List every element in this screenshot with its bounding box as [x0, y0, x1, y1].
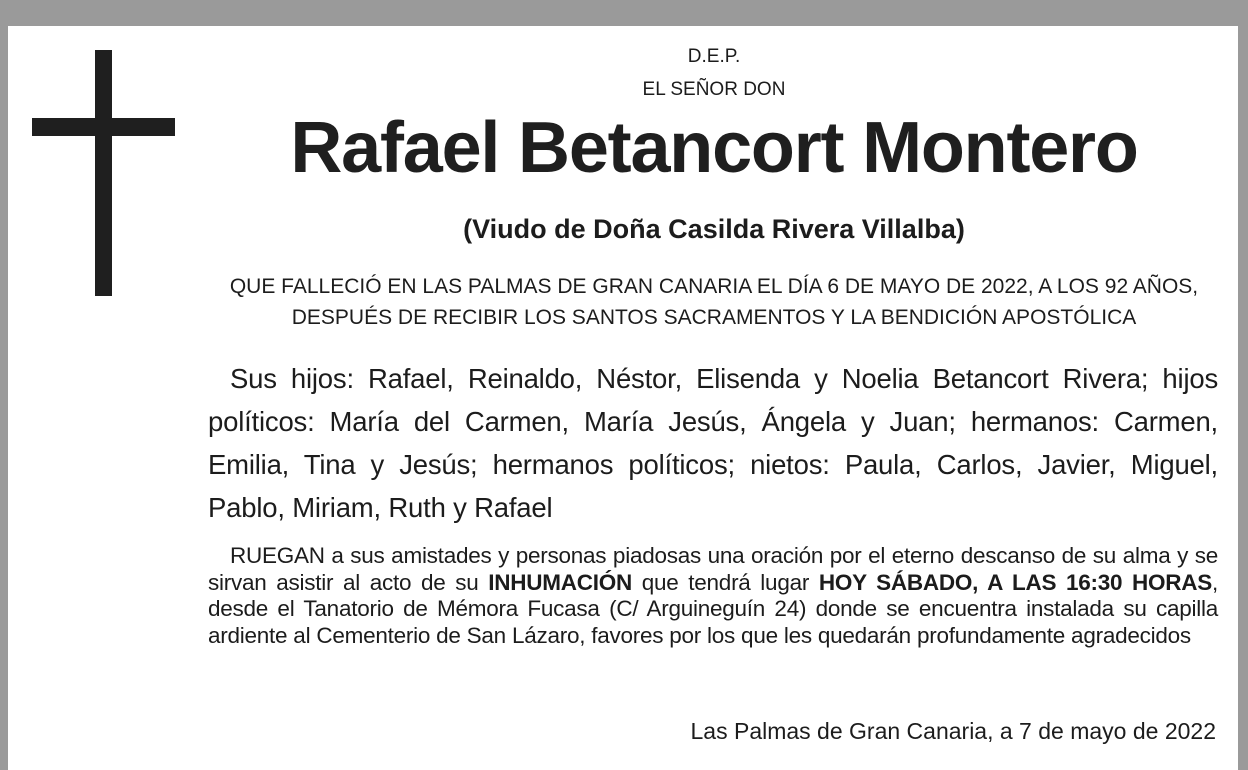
- title-prefix: EL SEÑOR DON: [642, 79, 786, 100]
- deceased-name: Rafael Betancort Montero: [290, 108, 1138, 188]
- request-text-3: , desde el Tanatorio de Mémora Fucasa (C/ Arguineguín 24) donde se encuentra instalada su capilla ardiente al Cementerio de San Lázaro, favores por los que les quedarán profundamente agradecidos: [208, 569, 1218, 648]
- funeral-time: HOY SÁBADO, A LAS 16:30 HORAS: [818, 569, 1212, 595]
- widow-of-line: (Viudo de Doña Casilda Rivera Villalba): [463, 214, 965, 244]
- cross-horizontal-bar: [32, 118, 175, 136]
- family-list: Sus hijos: Rafael, Reinaldo, Néstor, Elisenda y Noelia Betancort Rivera; hijos políticos: María del Carmen, María Jesús, Ángela y Juan; hermanos: Carmen, Emilia, Tina y Jesús; hermanos políticos; nietos: Paula, Carlos, Javier, Miguel, Pablo, Miriam, Ruth y Rafael: [208, 363, 1218, 523]
- funeral-request: [208, 543, 1218, 649]
- request-text-1: RUEGAN a sus amistades y personas piadosas una oración por el eterno descanso de su alma y se sirvan asistir al acto de su: [208, 543, 1218, 595]
- request-text-2: que tendrá lugar: [632, 569, 819, 595]
- death-announcement: QUE FALLECIÓ EN LAS PALMAS DE GRAN CANARIA EL DÍA 6 DE MAYO DE 2022, A LOS 92 AÑOS, DESPUÉS DE RECIBIR LOS SANTOS SACRAMENTOS Y LA BENDICIÓN APOSTÓLICA: [229, 275, 1199, 329]
- place-and-date: Las Palmas de Gran Canaria, a 7 de mayo de 2022: [690, 718, 1216, 744]
- burial-label: INHUMACIÓN: [488, 569, 633, 595]
- dep-heading: D.E.P.: [687, 46, 741, 67]
